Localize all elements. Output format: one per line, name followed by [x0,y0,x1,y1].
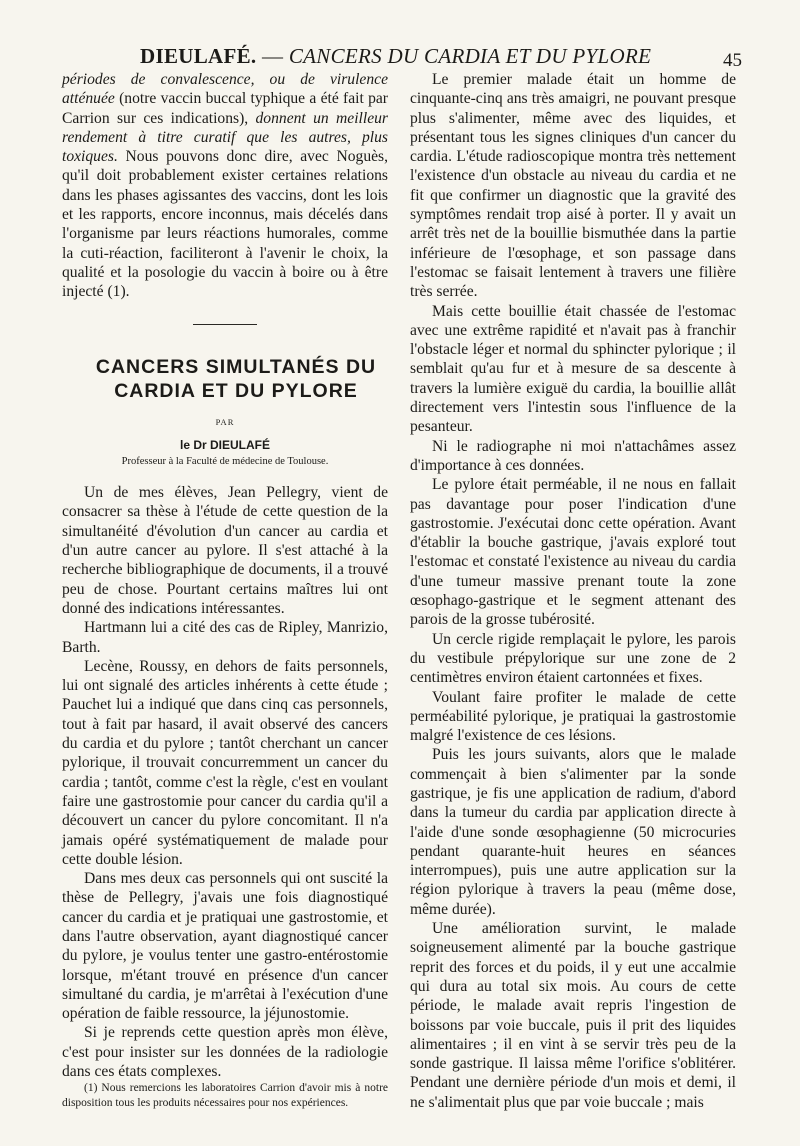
author-affiliation: Professeur à la Faculté de médecine de Toulouse. [121,456,329,468]
article-title-line-1: CANCERS SIMULTANÉS DU [95,355,377,378]
header-author: DIEULAFÉ. [140,44,257,68]
body-paragraph: Si je reprends cette question après mon élève, c'est pour insister sur les données de la radiologie dans ces états complexes. [62,1024,388,1081]
running-head [140,44,651,69]
header-running-title: CANCERS DU CARDIA ET DU PYLORE [288,44,652,68]
body-paragraph: Le pylore était perméable, il ne nous en fallait pas davantage pour poser l'indication d'une gastrostomie. J'exécutai donc cette opération. Avant d'établir la bouche gastrique, j'avais exploré tout l'estomac et constaté l'existence au niveau du cardia d'une tumeur massive prenant toute la zone œsophago-gastrique et le segment attenant des parois de la grosse tubérosité. [410,476,736,629]
par-label: PAR [215,416,235,427]
article-title-line-2: CARDIA ET DU PYLORE [114,379,358,402]
intro-paragraph [62,70,388,302]
body-paragraph: Mais cette bouillie était chassée de l'estomac avec une extrême rapidité et n'avait pas à franchir l'obstacle léger et normal du sphincter pylorique ; il semblait qu'au fur et à mesure de sa descente à travers la lumière exiguë du cardia, la bouillie allât directement vers l'intestin sous l'influence de la pesanteur. [410,302,736,436]
section-divider [193,324,257,325]
body-paragraph: Voulant faire profiter le malade de cette perméabilité pylorique, je pratiquai la gastrostomie malgré l'existence de ces lésions. [410,688,736,745]
body-paragraph: Le premier malade était un homme de cinquante-cinq ans très amaigri, ne pouvant presque plus s'alimenter, même avec des liquides, et présentant tous les signes cliniques d'un cancer du cardia. L'étude radioscopique montra très nettement l'existence d'un obstacle au niveau du cardia et ne fit que confirmer un diagnostic que la gravité des symptômes rendait trop aisé à porter. Il y avait un arrêt très net de la bouillie bismuthée dans la partie inférieure de l'œsophage, et son passage dans l'estomac se faisait lentement à travers une filière très serrée. [410,71,736,301]
body-paragraph: Un de mes élèves, Jean Pellegry, vient de consacrer sa thèse à l'étude de cette question de la simultanéité d'évolution d'un cancer au cardia et d'un autre cancer au pylore. Il s'est attaché à la recherche bibliographique de documents, il a trouvé peu de chose. Pourtant certains maîtres lui ont donné des indications intéressantes. [62,484,388,617]
body-paragraph: Puis les jours suivants, alors que le malade commençait à bien s'alimenter par la sonde gastrique, je fis une application de radium, d'abord dans la tumeur du cardia par application directe à l'aide d'une sonde œsophagienne (50 microcuries pendant quarante-huit heures en séances interrompues), puis une autre application sur la région pylorique à travers la peau (même dose, même durée). [410,746,736,918]
right-column [410,70,736,1112]
body-paragraph: Lecène, Roussy, en dehors de faits personnels, lui ont signalé des articles inhérents à cette étude ; Pauchet lui a indiqué que dans cinq cas personnels, tout à fait par hasard, il avait observé des cancers du cardia et du pylore ; tantôt cherchant un cancer pylorique, il trouvait concurremment un cancer du cardia ; tantôt, comme c'est la règle, c'est en voulant faire une gastrostomie pour cancer du cardia qu'il a découvert un cancer du pylore concomitant. Il n'a jamais opéré systématiquement de malade pour cette double lésion. [62,657,388,868]
intro-text-2: Nous pouvons donc dire, avec Noguès, qu'il doit probablement exister certaines relations dans les phases agissantes des vaccins, dont les lois et les rapports, encore inconnus, mais décelés dans l'organisme par leurs réactions humorales, comme la cuti-réaction, faciliteront à l'avenir le choix, la qualité et la posologie du vaccin à boire ou à être injecté (1). [62,148,388,301]
intro-italic-2: donnent un meilleur rendement à titre curatif que les autres, plus toxiques. [62,109,388,166]
footnote: (1) Nous remercions les laboratoires Carrion d'avoir mis à notre disposition tous les produits nécessaires pour nos expériences. [62,1082,388,1110]
body-paragraph: Hartmann lui a cité des cas de Ripley, Manrizio, Barth. [62,619,388,656]
body-paragraph: Ni le radiographe ni moi n'attachâmes assez d'importance à ces données. [410,437,736,474]
page-number: 45 [723,50,742,71]
intro-text-1: (notre vaccin buccal typhique a été fait par Carrion sur ces indications), [62,90,388,127]
header-separator: — [256,44,289,68]
body-paragraph: Dans mes deux cas personnels qui ont suscité la thèse de Pellegry, j'avais une fois diagnostiqué cancer du cardia et je pratiquai une gastrostomie, et dans l'autre observation, ayant diagnostiqué cancer du pylore, je voulus tenter une gastro-entérostomie lorsque, m'étant trouvé en présence d'un cancer simultané du cardia, je m'arrêtai à l'exécution d'une opération de faible ressource, la jéjunostomie. [62,870,388,1023]
body-paragraph: Un cercle rigide remplaçait le pylore, les parois du vestibule prépylorique sur une zone de 2 centimètres environ étaient cartonnées et fixes. [410,630,736,687]
body-paragraph: Une amélioration survint, le malade soigneusement alimenté par la bouche gastrique reprit des forces et du poids, il y eut une accalmie qui dura au total six mois. Au cours de cette période, le malade avait repris l'ingestion de boissons par voie buccale, puis il prit des liquides alimentaires ; il en vint à se servir très peu de la sonde gastrique. Il laissa même l'orifice s'oblitérer. Pendant une dernière période d'un mois et demi, il ne s'alimentait plus que par voie buccale ; mais [410,920,736,1111]
author-byline: le Dr DIEULAFÉ [179,437,270,452]
intro-italic-1: périodes de convalescence, ou de virulence atténuée [62,71,388,108]
left-column [62,70,388,1111]
